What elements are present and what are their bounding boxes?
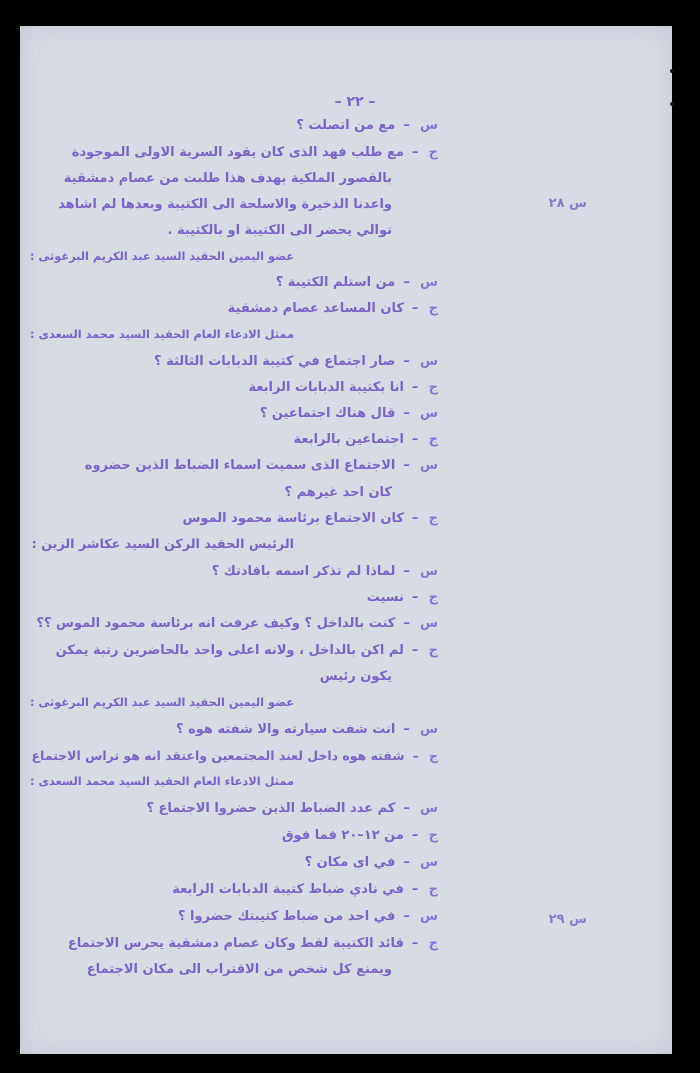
line-text: انا بكتيبة الدبابات الرابعة bbox=[248, 380, 404, 395]
line-text: قائد الكتيبة لقط وكان عصام دمشقية يحرس الاجتماع bbox=[67, 936, 404, 951]
line-text: ويمنع كل شخص من الاقتراب الى مكان الاجتماع bbox=[86, 962, 392, 977]
binder-hole bbox=[670, 69, 674, 73]
line-text: من استلم الكتيبة ؟ bbox=[275, 275, 396, 290]
line-text: مع من اتصلت ؟ bbox=[296, 118, 396, 133]
line-text: بالقصور الملكية بهدف هذا طلبت من عصام دمشقية bbox=[63, 171, 392, 186]
line-text: لماذا لم تذكر اسمه بافادتك ؟ bbox=[211, 564, 396, 579]
heading-text: عضو اليمين الحقيد السيد عبد الكريم البرغوثى : bbox=[30, 249, 294, 263]
line-marker: س bbox=[420, 855, 438, 870]
line-text: اجتماعين بالرابعة bbox=[293, 432, 404, 447]
line-marker: ج bbox=[428, 145, 438, 160]
line-text: في اى مكان ؟ bbox=[304, 855, 396, 870]
transcript-line: س–قال هناك اجتماعين ؟ bbox=[259, 406, 438, 421]
transcript-line: ج–قائد الكتيبة لقط وكان عصام دمشقية يحرس الاجتماع bbox=[67, 936, 438, 951]
transcript-line bbox=[64, 171, 410, 186]
transcript-line: س–انت شفت سيارته والا شفته هوه ؟ bbox=[176, 722, 438, 737]
line-marker: ج bbox=[428, 828, 438, 843]
transcript-line: س–كنت بالداخل ؟ وكيف عرفت انه برئاسة محمود الموس ؟؟ bbox=[36, 616, 438, 631]
line-marker: ج bbox=[428, 590, 438, 605]
transcript-line: ج–لم اكن بالداخل ، ولانه اعلى واحد بالحاضرين رتبة يمكن bbox=[55, 643, 438, 658]
line-text: قال هناك اجتماعين ؟ bbox=[259, 406, 396, 421]
transcript-line: س–الاجتماع الذى سميت اسماء الضباط الذين حضروه bbox=[84, 458, 438, 473]
line-marker: ج bbox=[429, 748, 438, 763]
line-text: مع طلب فهد الذى كان يقود السرية الاولى الموجودة bbox=[71, 145, 404, 160]
margin-note-28: س ٢٨ bbox=[548, 196, 587, 211]
heading-text: ممثل الادعاء العام الحقيد السيد محمد السعدى : bbox=[30, 327, 294, 341]
line-marker: ج bbox=[428, 643, 438, 658]
heading-text: الرئيس الحقيد الركن السيد عكاشر الزين : bbox=[31, 537, 294, 552]
transcript-line: س–لماذا لم تذكر اسمه بافادتك ؟ bbox=[211, 564, 438, 579]
line-text: كان المساعد عصام دمشقية bbox=[227, 301, 404, 316]
transcript-line bbox=[168, 223, 411, 238]
margin-note-29: س ٢٩ bbox=[548, 912, 587, 927]
line-marker: س bbox=[420, 564, 438, 579]
line-text: في نادي ضباط كتيبة الدبابات الرابعة bbox=[172, 882, 404, 897]
line-text: يكون رئيس bbox=[319, 669, 392, 684]
heading-text: ممثل الادعاء العام الحقيد السيد محمد السعدى : bbox=[30, 774, 294, 788]
speaker-heading bbox=[30, 249, 312, 263]
transcript-line: ج–اجتماعين بالرابعة bbox=[293, 432, 438, 447]
line-marker: س bbox=[420, 354, 438, 369]
line-marker: س bbox=[420, 275, 438, 290]
binder-hole bbox=[670, 102, 674, 106]
transcript-line: ج–مع طلب فهد الذى كان يقود السرية الاولى الموجودة bbox=[71, 145, 438, 160]
line-text: كم عدد الضباط الذين حضروا الاجتماع ؟ bbox=[146, 801, 396, 816]
line-text: كنت بالداخل ؟ وكيف عرفت انه برئاسة محمود الموس ؟؟ bbox=[36, 616, 396, 631]
transcript-line: ج–كان المساعد عصام دمشقية bbox=[227, 301, 438, 316]
transcript-line: ج–انا بكتيبة الدبابات الرابعة bbox=[248, 380, 438, 395]
line-marker: س bbox=[420, 909, 438, 924]
transcript-line: س–مع من اتصلت ؟ bbox=[296, 118, 438, 133]
line-marker: ج bbox=[428, 882, 438, 897]
transcript-line: ج–شفته هوه داخل لعند المجتمعين واعتقد انه هو تراس الاجتماع bbox=[31, 748, 438, 763]
line-text: الاجتماع الذى سميت اسماء الضباط الذين حضروه bbox=[84, 458, 396, 473]
line-marker: س bbox=[420, 801, 438, 816]
transcript-line: س–صار اجتماع في كتيبة الدبابات الثالثة ؟ bbox=[154, 354, 438, 369]
line-marker: س bbox=[420, 616, 438, 631]
transcript-line: س–في احد من ضباط كتيبتك حضروا ؟ bbox=[177, 909, 438, 924]
speaker-heading bbox=[30, 774, 312, 788]
transcript-line: س–في اى مكان ؟ bbox=[304, 855, 438, 870]
line-text: شفته هوه داخل لعند المجتمعين واعتقد انه هو تراس الاجتماع bbox=[31, 748, 405, 763]
line-marker: س bbox=[420, 406, 438, 421]
transcript-line bbox=[320, 669, 410, 684]
transcript-line bbox=[87, 962, 410, 977]
transcript-line: ج–من ١٢–٢٠ فما فوق bbox=[281, 828, 438, 843]
line-marker: ج bbox=[428, 511, 438, 526]
line-marker: س bbox=[420, 458, 438, 473]
line-text: كان الاجتماع برئاسة محمود الموس bbox=[182, 511, 404, 526]
line-text: انت شفت سيارته والا شفته هوه ؟ bbox=[176, 722, 396, 737]
line-text: من ١٢–٢٠ فما فوق bbox=[281, 828, 404, 843]
line-marker: ج bbox=[428, 936, 438, 951]
line-text: في احد من ضباط كتيبتك حضروا ؟ bbox=[177, 909, 396, 924]
transcript-line: ج–كان الاجتماع برئاسة محمود الموس bbox=[182, 511, 438, 526]
line-text: واعدنا الذخيرة والاسلحة الى الكتيبة وبعدها لم اشاهد bbox=[58, 197, 392, 212]
line-text: نسيت bbox=[366, 590, 404, 605]
line-marker: ج bbox=[428, 380, 438, 395]
transcript-line: ج–في نادي ضباط كتيبة الدبابات الرابعة bbox=[172, 882, 438, 897]
transcript-line: س–من استلم الكتيبة ؟ bbox=[275, 275, 438, 290]
line-text: كان احد غيرهم ؟ bbox=[284, 485, 392, 500]
transcript-line: س–كم عدد الضباط الذين حضروا الاجتماع ؟ bbox=[146, 801, 438, 816]
speaker-heading bbox=[32, 537, 312, 552]
page-number: – ٢٢ – bbox=[334, 94, 376, 110]
line-marker: س bbox=[420, 722, 438, 737]
line-text: لم اكن بالداخل ، ولانه اعلى واحد بالحاضرين رتبة يمكن bbox=[55, 643, 404, 658]
line-marker: ج bbox=[428, 432, 438, 447]
transcript-line bbox=[285, 485, 410, 500]
line-marker: ج bbox=[428, 301, 438, 316]
transcript-line: ج–نسيت bbox=[366, 590, 438, 605]
line-marker: س bbox=[420, 118, 438, 133]
transcript-line bbox=[58, 197, 410, 212]
line-text: صار اجتماع في كتيبة الدبابات الثالثة ؟ bbox=[154, 354, 396, 369]
speaker-heading bbox=[30, 695, 312, 709]
heading-text: عضو اليمين الحقيد السيد عبد الكريم البرغوثى : bbox=[30, 695, 294, 709]
line-text: توالي يحضر الى الكتيبة او بالكتيبة . bbox=[167, 223, 392, 238]
speaker-heading bbox=[30, 327, 312, 341]
